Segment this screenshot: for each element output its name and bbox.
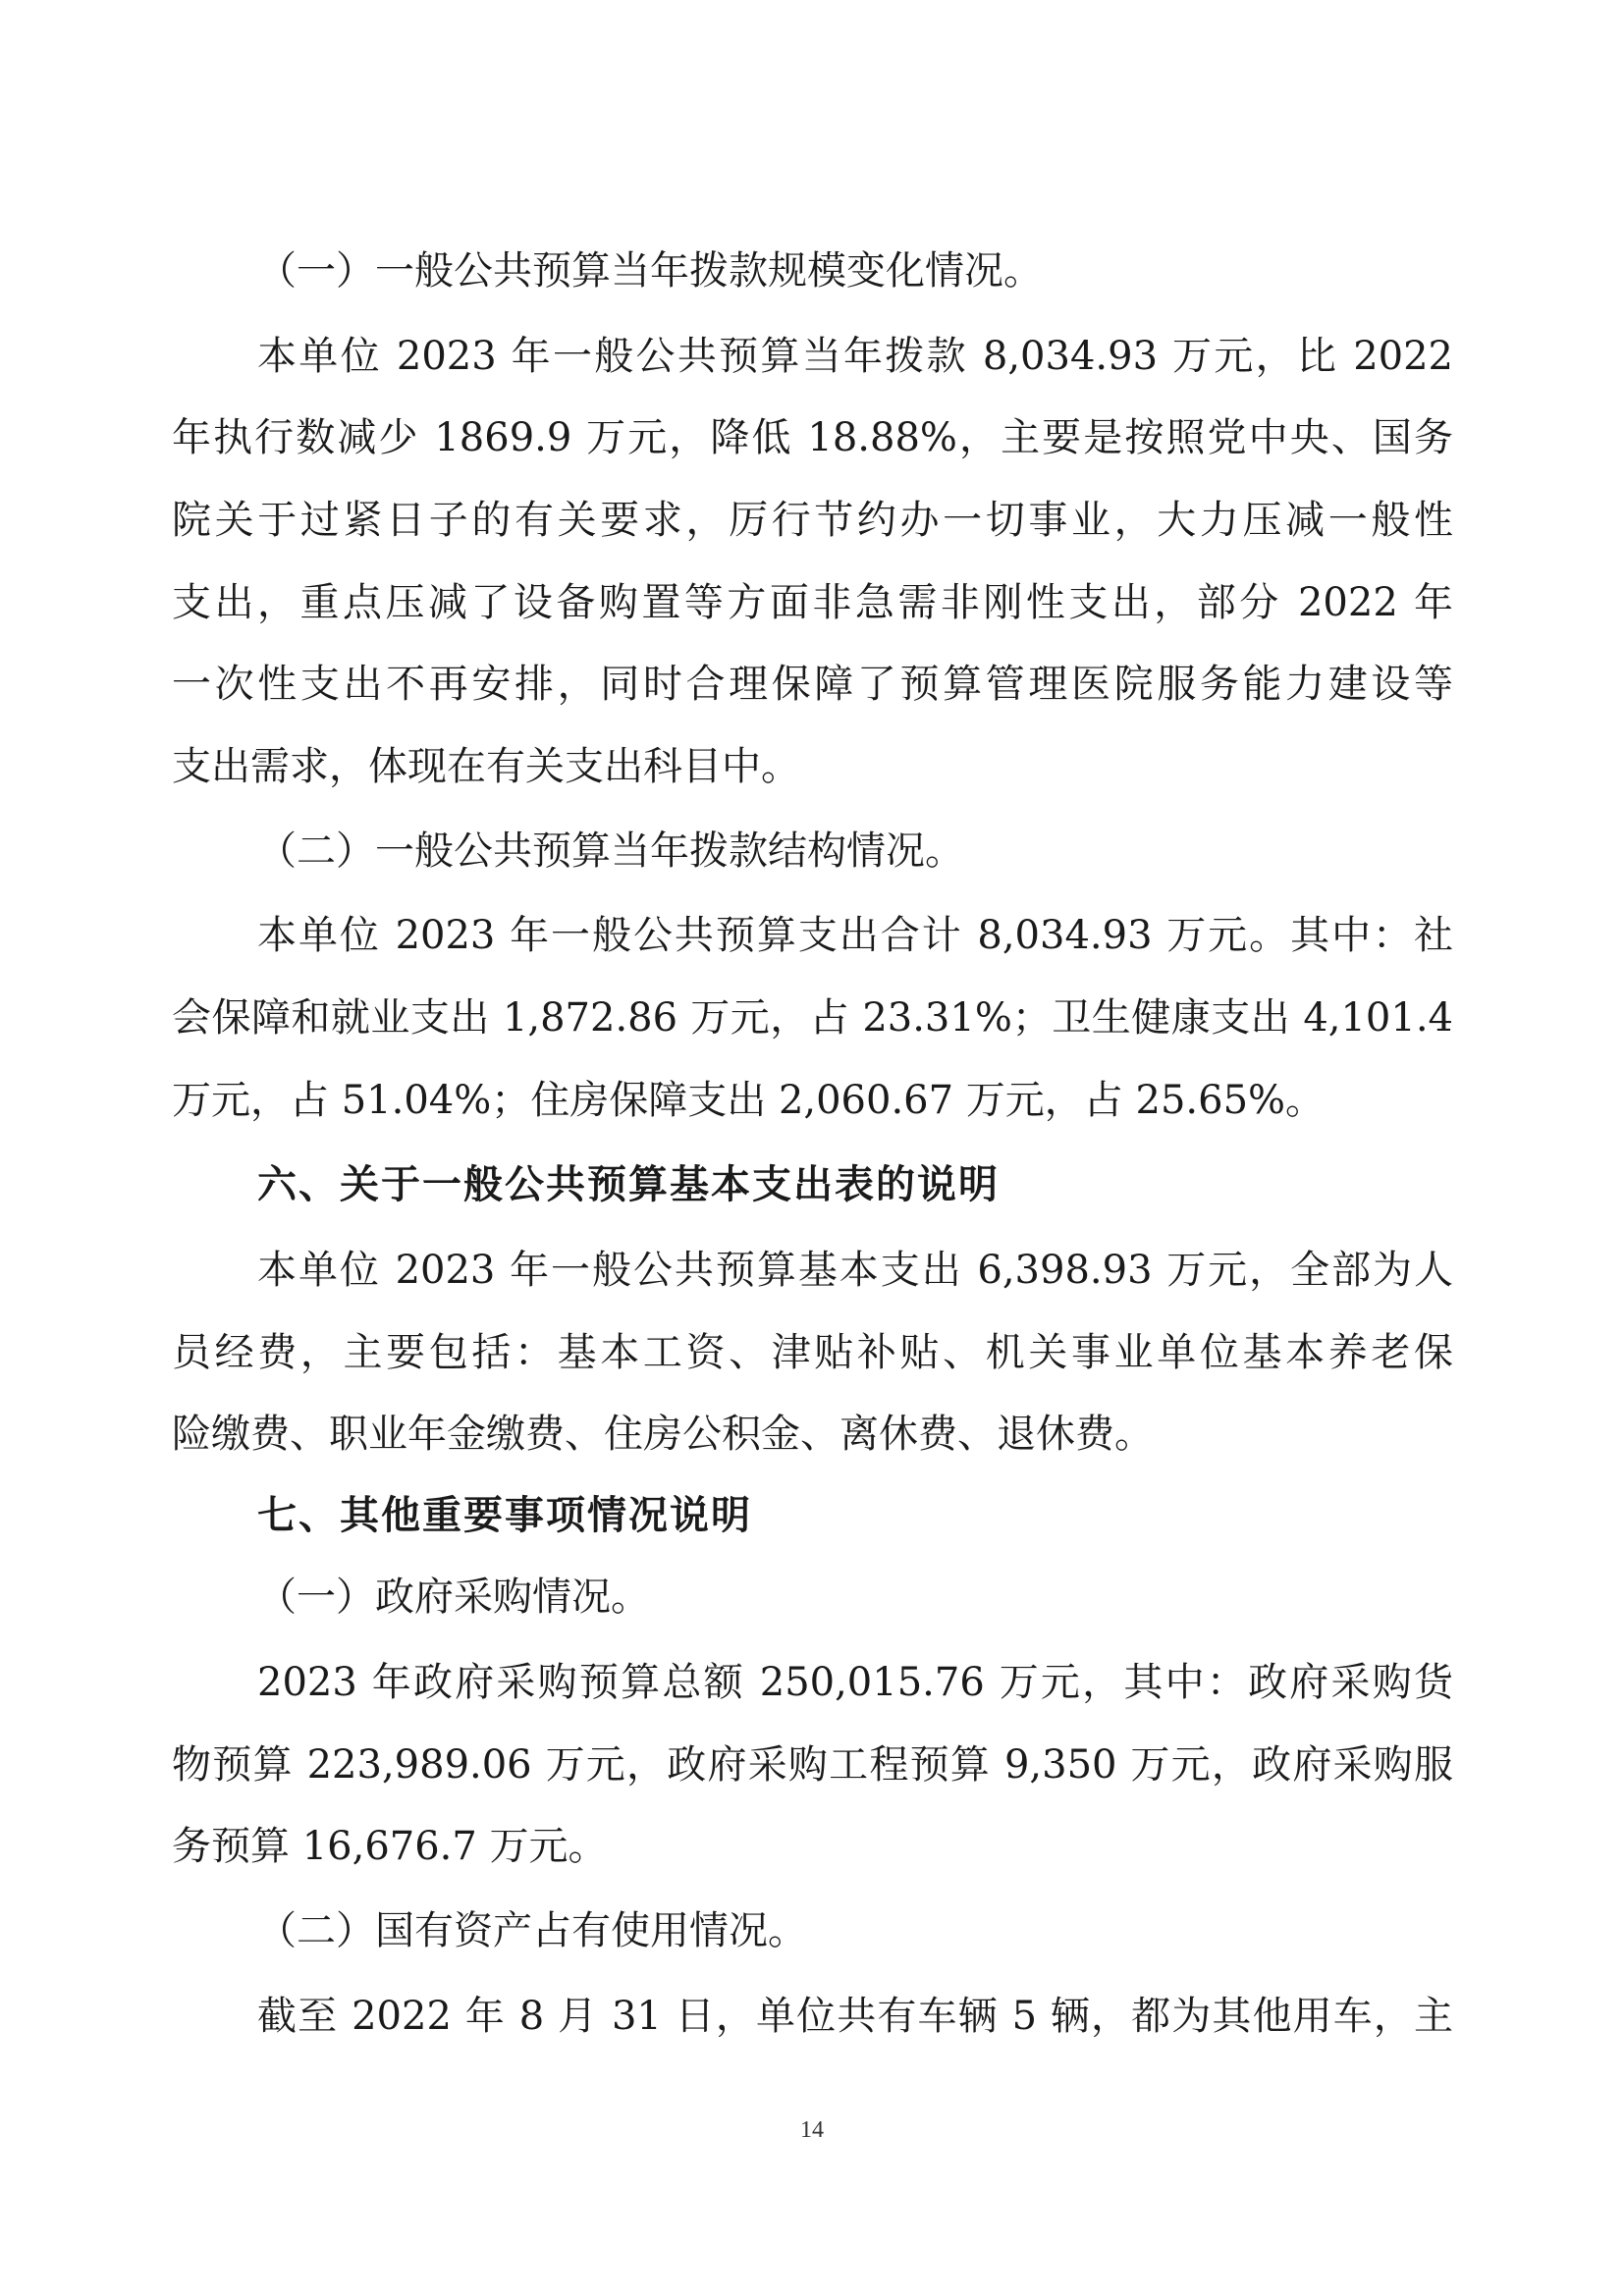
paragraph-line: 院关于过紧日子的有关要求，厉行节约办一切事业，大力压减一般性 (172, 498, 1453, 543)
paragraph-line: 员经费，主要包括：基本工资、津贴补贴、机关事业单位基本养老保 (172, 1330, 1453, 1375)
section-heading: 七、其他重要事项情况说明 (257, 1493, 752, 1538)
paragraph-line: 一次性支出不再安排，同时合理保障了预算管理医院服务能力建设等 (172, 662, 1453, 707)
section-heading: 六、关于一般公共预算基本支出表的说明 (257, 1162, 1000, 1207)
page-number: 14 (800, 2117, 824, 2143)
paragraph-line: 险缴费、职业年金缴费、住房公积金、离休费、退休费。 (172, 1412, 1154, 1457)
subsection-heading: （二）国有资产占有使用情况。 (257, 1908, 807, 1953)
subsection-heading: （二）一般公共预算当年拨款结构情况。 (257, 828, 964, 874)
paragraph-line: 万元，占 51.04%；住房保障支出 2,060.67 万元，占 25.65%。 (172, 1078, 1326, 1123)
paragraph-line: 物预算 223,989.06 万元，政府采购工程预算 9,350 万元，政府采购服 (172, 1742, 1453, 1788)
paragraph-line: 支出，重点压减了设备购置等方面非急需非刚性支出，部分 2022 年 (172, 580, 1453, 625)
paragraph-line: 2023 年政府采购预算总额 250,015.76 万元，其中：政府采购货 (257, 1660, 1453, 1705)
paragraph-line: 支出需求，体现在有关支出科目中。 (172, 744, 800, 789)
paragraph-line: 会保障和就业支出 1,872.86 万元，占 23.31%；卫生健康支出 4,101.4 (172, 995, 1453, 1041)
paragraph-line: 本单位 2023 年一般公共预算当年拨款 8,034.93 万元，比 2022 (257, 334, 1453, 379)
subsection-heading: （一）政府采购情况。 (257, 1575, 650, 1620)
paragraph-line: 本单位 2023 年一般公共预算支出合计 8,034.93 万元。其中：社 (257, 913, 1453, 958)
paragraph-line: 务预算 16,676.7 万元。 (172, 1824, 608, 1869)
paragraph-line: 年执行数减少 1869.9 万元，降低 18.88%，主要是按照党中央、国务 (172, 415, 1453, 460)
paragraph-line: 本单位 2023 年一般公共预算基本支出 6,398.93 万元，全部为人 (257, 1248, 1453, 1293)
paragraph-line: 截至 2022 年 8 月 31 日，单位共有车辆 5 辆，都为其他用车，主 (257, 1994, 1453, 2039)
subsection-heading: （一）一般公共预算当年拨款规模变化情况。 (257, 248, 1043, 294)
